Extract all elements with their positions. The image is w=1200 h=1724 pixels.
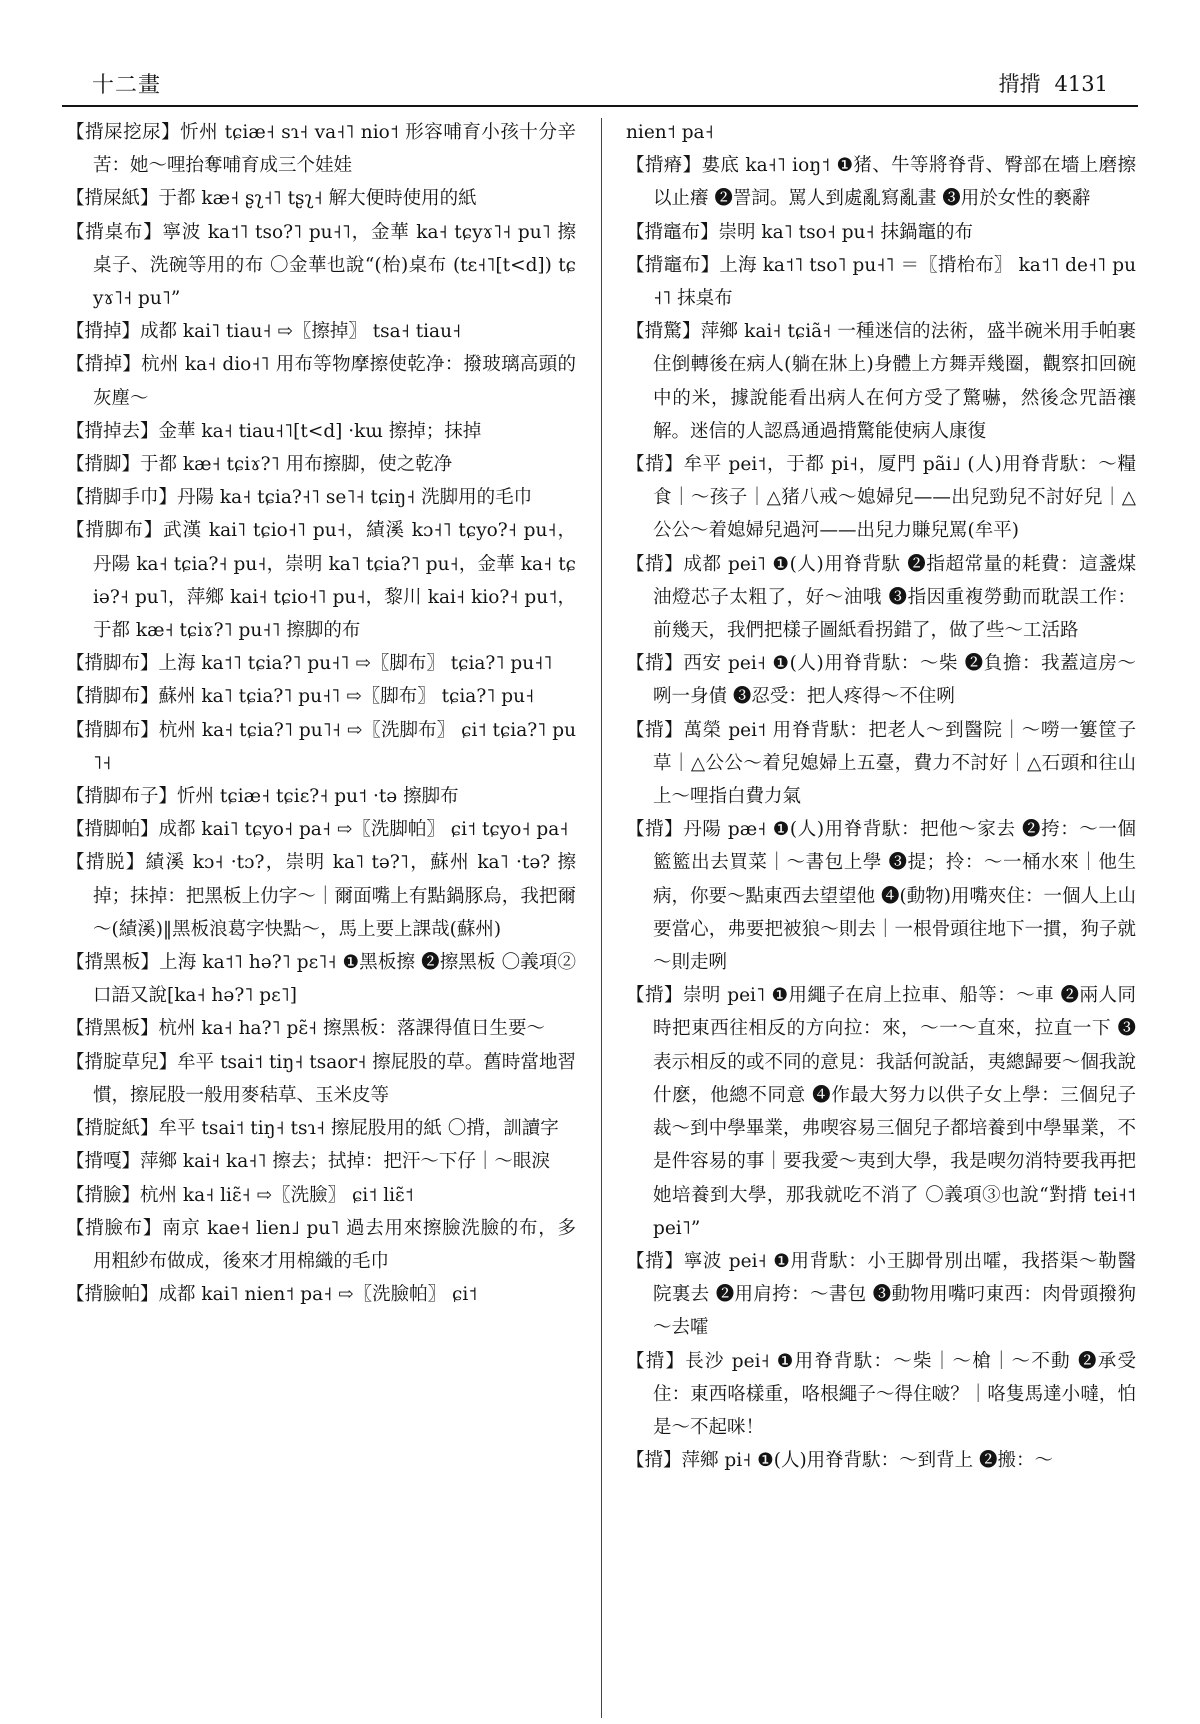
dictionary-entry <box>66 780 576 813</box>
entry-definition: 武漢 kai˥ tɕio˧˥ pu˧，績溪 kɔ˧˥ tɕyo?˧ pu˧，丹陽 ka˧ tɕia?˧ pu˧，崇明 ka˥ tɕia?˥ pu˧，金華 ka˧ tɕiə?˧ pu˥，萍鄉 kai˧ tɕio˧˥ pu˧，黎川 kai˧ kio?˧ pu˦，于都 kæ˧ tɕiɤ?˥ pu˧˥ 擦脚的布 <box>93 520 576 642</box>
entry-definition: nien˦ pa˧ <box>626 122 714 143</box>
dictionary-entry <box>66 813 576 846</box>
entry-headword: 【揹】 <box>626 1450 682 1472</box>
dictionary-entry <box>626 149 1136 215</box>
entry-headword: 【揹黑板】 <box>66 952 160 974</box>
entry-definition: 上海 ka˦˥ tɕia?˥ pu˧˥ ⇨〖脚布〗 tɕia?˥ pu˧˥ <box>158 653 553 675</box>
entry-headword: 【揹黑板】 <box>66 1018 159 1040</box>
dictionary-entry <box>66 448 576 481</box>
entry-headword: 【揹】 <box>626 719 684 741</box>
entry-headword: 【揹】 <box>626 653 684 675</box>
dictionary-entry <box>66 1212 576 1278</box>
entry-definition: 崇明 ka˥ tso˧ pu˧ 抹鍋竈的布 <box>718 221 973 243</box>
entry-headword: 【揹臉】 <box>66 1184 141 1206</box>
entry-definition: 杭州 ka˧ tɕia?˥ pu˥˧ ⇨〖洗脚布〗 ɕi˦ tɕia?˥ pu˥˧ <box>93 719 576 774</box>
entry-definition: 崇明 pei˥ ❶用繩子在肩上拉車、船等：～車 ❷兩人同時把東西往相反的方向拉：來，～一～直來，拉直一下 ❸表示相反的或不同的意見：我話何說話，夷總歸要～個我說什麽，他總不同意 ❹作最大努力以供子女上學：三個兒子裁～到中學畢業，弗喫容易三個兒子都培養到中學畢業，不是件容易的事｜要我愛～夷到大學，我是喫勿消特要我再把她培養到大學，那我就吃不消了 〇義項③也說“對揹 tei˧˦ pei˥” <box>653 985 1136 1239</box>
left-column <box>66 116 576 1311</box>
dictionary-entry <box>66 714 576 780</box>
entry-headword: 【揹】 <box>626 819 684 841</box>
dictionary-entry <box>626 448 1136 548</box>
entry-definition: 丹陽 pæ˧ ❶(人)用脊背馱：把他～家去 ❷挎：～一個籃籃出去買菜｜～書包上學 ❸提；拎：～一桶水來｜他生病，你要～點東西去望望他 ❹(動物)用嘴夾住：一個人上山要當心，弗要把被狼～則去｜一根骨頭往地下一摜，狗子就～則走咧 <box>653 819 1136 974</box>
entry-definition: 上海 ka˦˥ hə?˥ pɛ˥˧ ❶黑板擦 ❷擦黑板 〇義項②口語又說[ka˧ hə?˥ pɛ˥] <box>93 952 576 1007</box>
dictionary-entry <box>626 1444 1136 1477</box>
entry-definition: 丹陽 ka˧ tɕia?˧˥ se˥˧ tɕiŋ˧ 洗脚用的毛巾 <box>177 487 533 509</box>
entry-headword: 【揹】 <box>626 985 683 1007</box>
entry-definition: 金華 ka˧ tiau˧˥[t<d] ·kɯ 擦掉；抹掉 <box>158 420 482 442</box>
dictionary-entry <box>626 714 1136 814</box>
entry-headword: 【揹驚】 <box>626 321 701 343</box>
entry-headword: 【揹脚帕】 <box>66 819 159 841</box>
entry-definition: 忻州 tɕiæ˧ sɿ˧ va˧˥ nio˦ 形容哺育小孩十分辛苦：她～哩抬奪哺育成三个娃娃 <box>93 122 576 177</box>
dictionary-entry <box>626 216 1136 249</box>
entry-definition: 于都 kæ˧ ʂʅ˧˥ tʂʅ˧ 解大便時使用的紙 <box>158 188 477 210</box>
entry-definition: 成都 kai˥ nien˦ pa˧ ⇨〖洗臉帕〗 ɕi˦ <box>158 1284 478 1306</box>
entry-definition: 杭州 ka˧ ha?˥ pɛ̃˧ 擦黑板：落課得值日生要～ <box>158 1018 545 1040</box>
entry-definition: 蘇州 ka˥ tɕia?˥ pu˧˥ ⇨〖脚布〗 tɕia?˥ pu˧ <box>158 686 535 708</box>
dictionary-entry <box>626 1345 1136 1445</box>
entry-definition: 萍鄉 kai˧ tɕiã˧ 一種迷信的法術，盛半碗米用手帕裹住倒轉後在病人(躺在牀上)身體上方舞弄幾圈，觀察扣回碗中的米，據說能看出病人在何方受了驚嚇，然後念咒語禳解。迷信的人認爲通過揹驚能使病人康復 <box>653 321 1136 442</box>
dictionary-entry <box>626 116 1136 149</box>
entry-headword: 【揹瘠】 <box>626 155 702 177</box>
entry-definition: 牟平 pei˦，于都 pi˧，厦門 pãi˩ (人)用脊背馱：～糧食｜～孩子｜△猪八戒～媳婦兒——出兒勁兒不討好兒｜△公公～着媳婦兒過河——出兒力賺兒罵(牟平) <box>653 454 1136 542</box>
entry-definition: 牟平 tsai˦ tiŋ˧ tsɿ˧ 擦屁股用的紙 〇揹，訓讀字 <box>158 1118 559 1140</box>
entry-headword: 【揹掉】 <box>66 321 141 343</box>
dictionary-entry <box>66 1112 576 1145</box>
entry-headword: 【揹桌布】 <box>66 221 163 243</box>
entry-headword: 【揹屎挖尿】 <box>66 122 181 143</box>
dictionary-entry <box>66 514 576 647</box>
entry-definition: 寧波 ka˦˥ tso?˥ pu˧˥，金華 ka˧ tɕyɤ˥˧ pu˥ 擦桌子、洗碗等用的布 〇金華也說“(枱)桌布 (tɛ˧˥[t<d]) tɕyɤ˥˧ pu˥” <box>93 221 576 310</box>
entry-definition: 忻州 tɕiæ˧ tɕiɛ?˧ pu˦ ·tə 擦脚布 <box>177 786 459 808</box>
entry-definition: 西安 pei˧ ❶(人)用脊背馱：～柴 ❷負擔：我蓋這房～咧一身債 ❸忍受：把人疼得～不住咧 <box>653 653 1136 708</box>
entry-definition: 績溪 kɔ˧ ·tɔ?，崇明 ka˥ tə?˥，蘇州 ka˥ ·tə? 擦掉；抹掉：把黑板上仂字～｜爾面嘴上有點鍋豚烏，我把爾～(績溪)‖黑板浪葛字快點～，馬上要上課哉(蘇州) <box>93 852 576 940</box>
right-column <box>626 116 1136 1477</box>
dictionary-entry <box>66 182 576 215</box>
entry-headword: 【揹掉】 <box>66 354 142 376</box>
entry-headword: 【揹竈布】 <box>626 254 720 276</box>
entry-headword: 【揹臉布】 <box>66 1217 163 1239</box>
entry-definition: 萍鄉 pi˧ ❶(人)用脊背馱：～到背上 ❷搬：～ <box>681 1450 1054 1472</box>
dictionary-entry <box>626 979 1136 1245</box>
entry-definition: 成都 kai˥ tiau˧ ⇨〖擦掉〗 tsa˧ tiau˧ <box>140 321 462 343</box>
running-head-chars: 揹揹 <box>998 72 1041 96</box>
entry-headword: 【揹掉去】 <box>66 420 159 442</box>
dictionary-entry <box>626 813 1136 979</box>
entry-definition: 成都 kai˥ tɕyo˧ pa˧ ⇨〖洗脚帕〗 ɕi˦ tɕyo˧ pa˧ <box>158 819 569 841</box>
dictionary-entry <box>66 415 576 448</box>
dictionary-entry <box>626 1245 1136 1345</box>
entry-definition: 長沙 pei˧ ❶用脊背馱：～柴｜～槍｜～不動 ❷承受住：東西咯樣重，咯根繩子～得住啵？｜咯隻馬達小噠，怕是～不起咪！ <box>653 1350 1136 1438</box>
dictionary-entry <box>626 315 1136 448</box>
entry-definition: 成都 pei˥ ❶(人)用脊背馱 ❷指超常量的耗費：這盞煤油燈芯子太粗了，好～油哦 ❸指因重複勞動而耽誤工作：前幾天，我們把樣子圖紙看拐錯了，做了些～工活路 <box>653 553 1136 642</box>
dictionary-entry <box>66 1046 576 1112</box>
entry-headword: 【揹脚布】 <box>66 686 159 708</box>
dictionary-entry <box>66 116 576 182</box>
entry-headword: 【揹】 <box>626 553 684 575</box>
dictionary-entry <box>66 1012 576 1045</box>
dictionary-entry <box>66 348 576 414</box>
entry-headword: 【揹嘎】 <box>66 1151 141 1173</box>
entry-definition: 萬榮 pei˦ 用脊背馱：把老人～到醫院｜～嘮一簍筐子草｜△公公～着兒媳婦上五臺，費力不討好｜△石頭和往山上～哩指白費力氣 <box>653 719 1136 808</box>
dictionary-entry <box>66 315 576 348</box>
dictionary-entry <box>66 1179 576 1212</box>
dictionary-entry <box>66 216 576 316</box>
header-rule <box>62 105 1138 107</box>
entry-headword: 【揹屎紙】 <box>66 188 159 210</box>
entry-definition: 寧波 pei˧ ❶用背馱：小王脚骨別出嚯，我搭渠～勒醫院裏去 ❷用肩挎：～書包 ❸動物用嘴叼東西：肉骨頭撥狗～去嚯 <box>653 1250 1136 1339</box>
entry-definition: 婁底 ka˧˥ ioŋ˦ ❶猪、牛等將脊背、臀部在墻上磨擦以止癢 ❷詈詞。罵人到處亂寫亂畫 ❸用於女性的褻辭 <box>653 155 1136 210</box>
entry-definition: 牟平 tsai˦ tiŋ˧ tsaor˧ 擦屁股的草。舊時當地習慣，擦屁股一般用麥秸草、玉米皮等 <box>93 1051 576 1106</box>
entry-headword: 【揹脚】 <box>66 454 141 476</box>
entry-headword: 【揹】 <box>626 454 684 476</box>
entry-definition: 杭州 ka˧ dio˧˥ 用布等物摩擦使乾净：撥玻璃高頭的灰塵～ <box>93 354 576 409</box>
entry-headword: 【揹脚手巾】 <box>66 487 178 509</box>
entry-definition: 于都 kæ˧ tɕiɤ?˥ 用布擦脚，使之乾净 <box>140 454 453 476</box>
dictionary-entry <box>66 481 576 514</box>
entry-definition: 杭州 ka˧ liɛ̃˧ ⇨〖洗臉〗 ɕi˦ liɛ̃˦ <box>140 1184 414 1206</box>
dictionary-entry <box>626 249 1136 315</box>
entry-definition: 萍鄉 kai˧ ka˧˥ 擦去；拭掉：把汗～下仔｜～眼淚 <box>140 1151 550 1173</box>
section-title: 十二畫 <box>92 73 162 98</box>
dictionary-entry <box>66 1278 576 1311</box>
entry-headword: 【揹腚草兒】 <box>66 1051 178 1073</box>
running-head <box>999 68 1108 98</box>
dictionary-entry <box>66 1145 576 1178</box>
entry-headword: 【揹腚紙】 <box>66 1118 159 1140</box>
entry-headword: 【揹脚布子】 <box>66 786 178 808</box>
entry-headword: 【揹】 <box>626 1350 686 1372</box>
entry-definition: 上海 ka˦˥ tso˥ pu˧˥ ＝〖揹枱布〗 ka˦˥ de˧˥ pu˧˥ 抹桌布 <box>653 254 1136 310</box>
entry-headword: 【揹】 <box>626 1250 684 1272</box>
dictionary-entry <box>66 680 576 713</box>
entry-headword: 【揹脱】 <box>66 852 146 874</box>
dictionary-entry <box>626 647 1136 713</box>
dictionary-entry <box>66 946 576 1012</box>
column-divider <box>601 118 602 1718</box>
dictionary-entry <box>626 548 1136 648</box>
entry-headword: 【揹脚布】 <box>66 520 164 542</box>
entry-headword: 【揹脚布】 <box>66 719 159 741</box>
entry-headword: 【揹竈布】 <box>626 221 719 243</box>
entry-headword: 【揹臉帕】 <box>66 1284 159 1306</box>
entry-headword: 【揹脚布】 <box>66 653 159 675</box>
entry-definition: 南京 kae˧ lien˩ pu˥ 過去用來擦臉洗臉的布，多用粗紗布做成，後來才用棉織的毛巾 <box>93 1217 576 1272</box>
dictionary-entry <box>66 647 576 680</box>
dictionary-entry <box>66 846 576 946</box>
page-number: 4131 <box>1054 72 1108 96</box>
